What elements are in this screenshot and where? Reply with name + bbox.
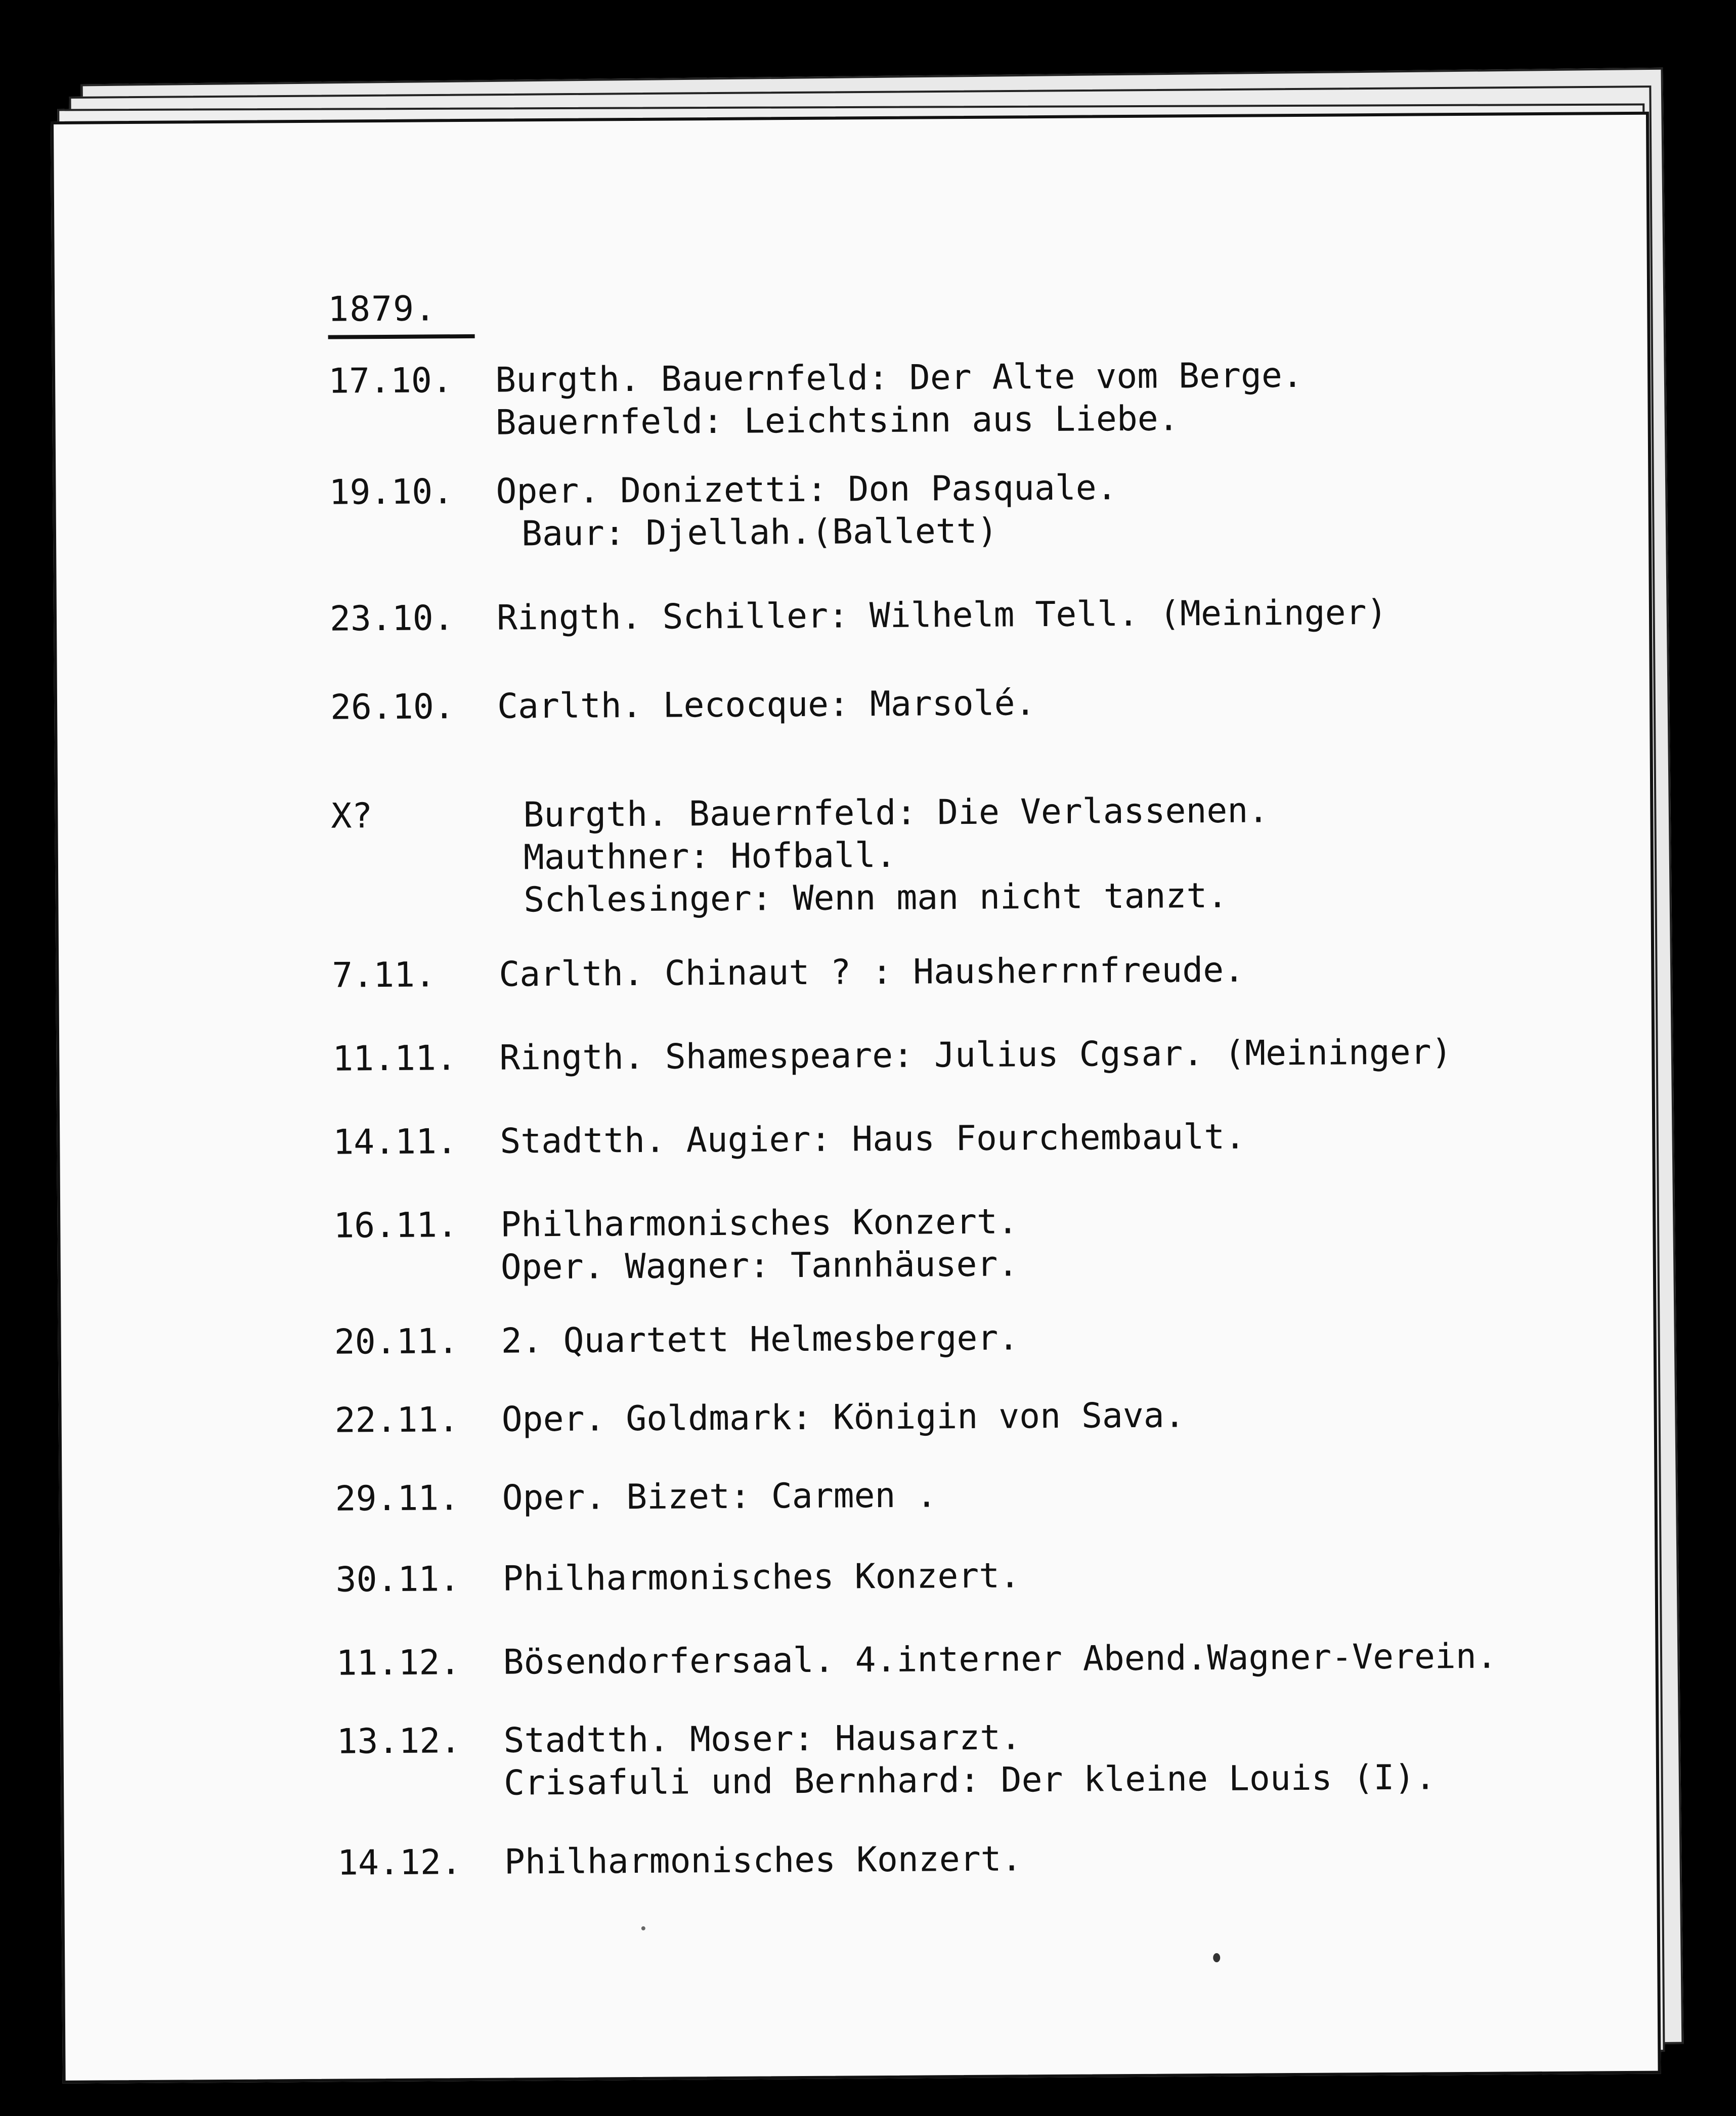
entry-date: 29.11. (335, 1478, 460, 1519)
entry-date: 30.11. (335, 1559, 460, 1600)
entry-14-11 (333, 1116, 1245, 1164)
entry-line: Baur: Djellah.(Ballett) (521, 511, 998, 554)
entry-17-10 (328, 355, 1304, 446)
entry-line: Ringth. Shamespeare: Julius Cgsar. (Meininger) (499, 1032, 1452, 1078)
entry-30-11 (335, 1555, 1020, 1601)
entry-line: Oper. Bizet: Carmen . (502, 1475, 937, 1518)
entry-line: Bösendorfersaal. 4.interner Abend.Wagner-Verein. (503, 1636, 1497, 1683)
entry-13-12 (336, 1714, 1436, 1805)
entry-11-12 (336, 1636, 1497, 1685)
entry-16-11 (333, 1201, 1019, 1290)
entry-line: Burgth. Bauernfeld: Der Alte vom Berge. (495, 355, 1303, 401)
year-heading: 1879. (328, 289, 437, 330)
entry-line: Carlth. Lecocque: Marsolé. (497, 683, 1036, 727)
typed-page (51, 112, 1661, 2084)
entry-date: 26.10. (330, 687, 455, 728)
entry-line: Stadtth. Moser: Hausarzt. (503, 1717, 1022, 1761)
entry-line: Oper. Wagner: Tannhäuser. (500, 1244, 1019, 1288)
entry-line: Stadtth. Augier: Haus Fourchembault. (500, 1117, 1246, 1162)
entry-7-11 (332, 949, 1244, 997)
ink-speck (1213, 1953, 1220, 1962)
entry-22-11 (334, 1394, 1185, 1442)
entry-line: Burgth. Bauernfeld: Die Verlassenen. (523, 790, 1269, 835)
year-underline (328, 334, 475, 339)
entry-line: Bauernfeld: Leichtsinn aus Liebe. (495, 399, 1179, 443)
entry-date: 7.11. (332, 955, 436, 996)
entry-date: 14.12. (337, 1842, 462, 1883)
entry-line: Ringth. Schiller: Wilhelm Tell. (Meininger) (496, 592, 1387, 638)
entry-line: Mauthner: Hofball. (523, 835, 897, 878)
entry-date: 16.11. (333, 1205, 458, 1246)
entry-line: Philharmonisches Konzert. (504, 1839, 1022, 1882)
entry-date: 11.11. (332, 1038, 457, 1079)
entry-line: Philharmonisches Konzert. (500, 1202, 1019, 1245)
entry-undated (331, 789, 1269, 922)
entry-line: 2. Quartett Helmesberger. (501, 1318, 1019, 1361)
entry-11-11 (332, 1031, 1452, 1081)
entry-line: Philharmonisches Konzert. (502, 1556, 1021, 1599)
entry-14-12 (337, 1838, 1022, 1884)
entry-line: Schlesinger: Wenn man nicht tanzt. (524, 875, 1228, 920)
entry-date: 22.11. (334, 1400, 459, 1441)
entry-date: X? (331, 796, 373, 836)
entry-date: 20.11. (334, 1321, 459, 1362)
entry-19-10 (329, 467, 1117, 557)
entry-20-11 (334, 1317, 1019, 1363)
entry-date: 13.12. (336, 1721, 461, 1762)
entry-date: 11.12. (336, 1643, 461, 1684)
entry-line: Oper. Donizetti: Don Pasquale. (496, 468, 1117, 512)
entry-line: Crisafuli und Bernhard: Der kleine Louis (I). (503, 1757, 1436, 1803)
ink-speck (641, 1926, 645, 1930)
entry-date: 19.10. (329, 472, 454, 513)
entry-line: Oper. Goldmark: Königin von Sava. (501, 1395, 1185, 1440)
entry-line: Carlth. Chinaut ? : Hausherrnfreude. (499, 950, 1245, 995)
entry-date: 17.10. (328, 361, 453, 402)
entry-29-11 (335, 1474, 937, 1520)
entry-date: 14.11. (333, 1122, 458, 1163)
entry-date: 23.10. (329, 598, 454, 639)
entry-23-10 (330, 592, 1387, 641)
entry-26-10 (330, 682, 1036, 729)
